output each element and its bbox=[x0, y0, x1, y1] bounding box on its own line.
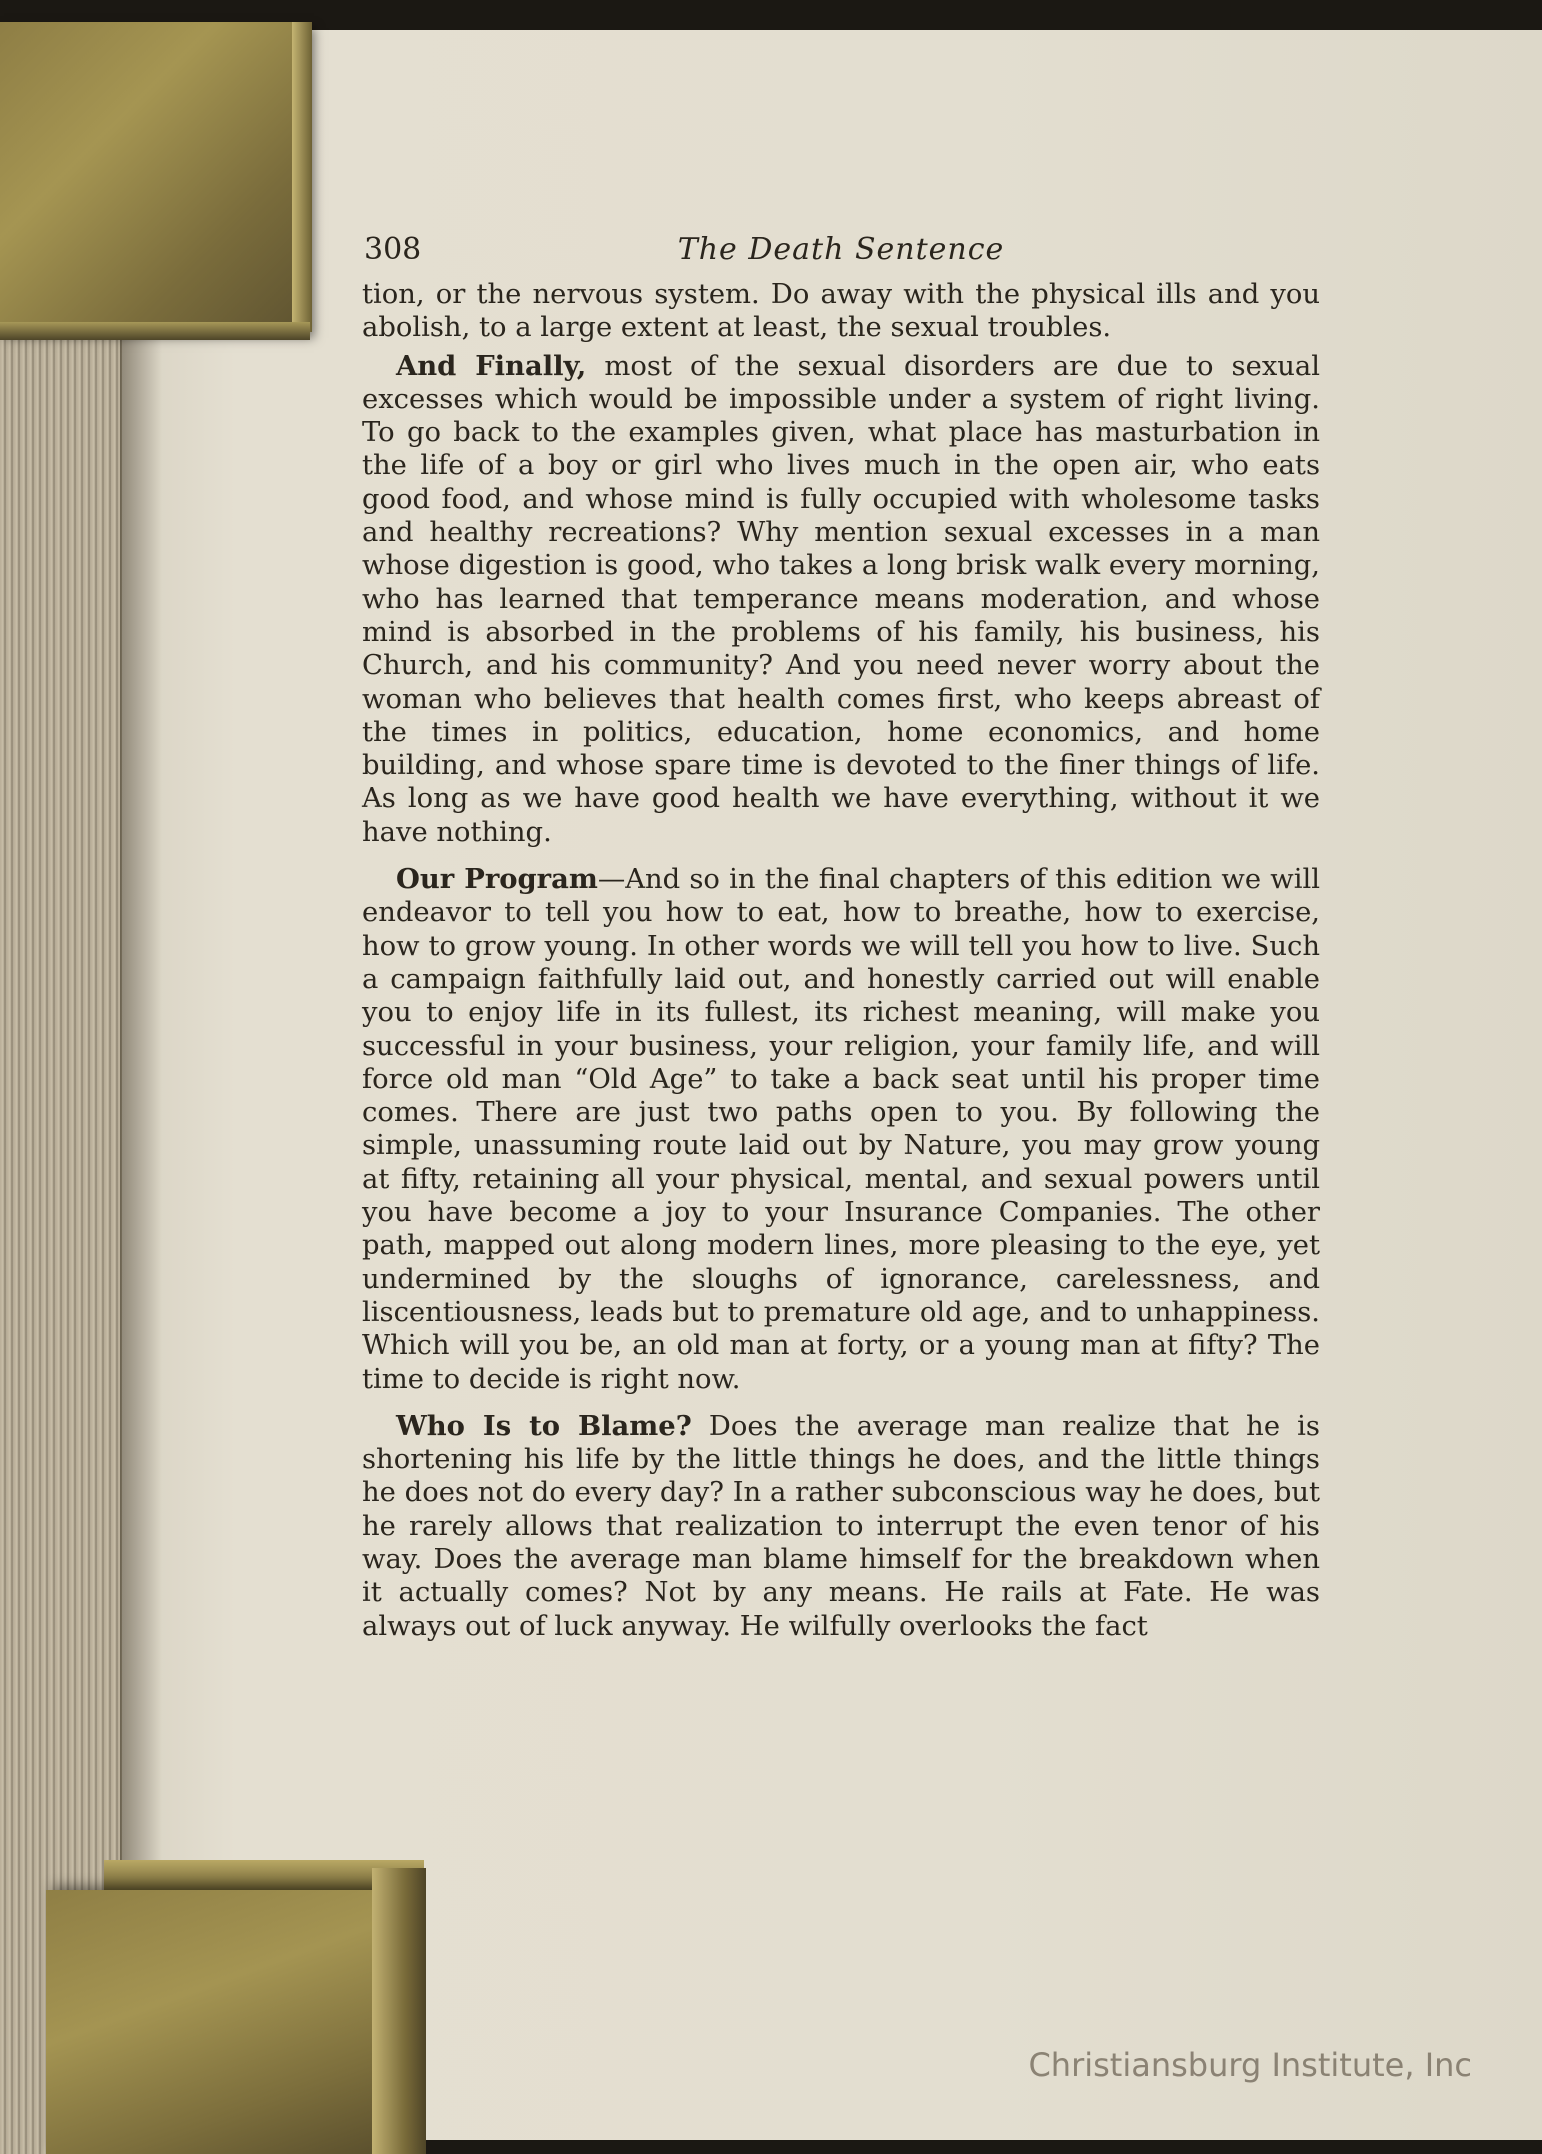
top-gold-clip bbox=[0, 22, 310, 332]
paragraph-text: —And so in the final chapters of this edition we will endeavor to tell you how to eat, how to breathe, how to exercise, how to grow young. In other words we will tell you how to live. Such a campaign faithfully laid out, and honestly carried out will enable you to enjoy life in its fullest, its richest meaning, will make you successful in your business, your religion, your family life, and will force old man “Old Age” to take a back seat until his proper time comes. There are just two paths open to you. By following the simple, unassuming route laid out by Nature, you may grow young at fifty, retaining all your physical, mental, and sexual powers until you have become a joy to your Insurance Companies. The other path, mapped out along modern lines, more pleasing to the eye, yet undermined by the sloughs of ignorance, carelessness, and liscentiousness, leads but to premature old age, and to unhappiness. Which will you be, an old man at forty, or a young man at fifty? The time to decide is right now. bbox=[362, 864, 1320, 1395]
top-gold-clip-edge bbox=[292, 22, 312, 332]
page-gutter-shadow bbox=[122, 30, 162, 2140]
paragraph-lead: And Finally, bbox=[396, 349, 587, 382]
paragraph-text: tion, or the nervous system. Do away with the physical ills and you abolish, to a large extent at least, the sexual troubles. bbox=[362, 279, 1320, 344]
running-title: The Death Sentence bbox=[677, 232, 1005, 267]
watermark-text: Christiansburg Institute, Inc bbox=[1028, 2046, 1472, 2084]
running-head bbox=[362, 226, 1320, 276]
top-gold-clip-lip bbox=[0, 322, 310, 340]
paragraph-and-finally bbox=[362, 350, 1320, 849]
paragraph-lead: Who Is to Blame? bbox=[396, 1409, 692, 1442]
bottom-gold-clip-edge bbox=[372, 1868, 426, 2154]
paragraph-continuation bbox=[362, 278, 1320, 345]
paragraph-our-program bbox=[362, 863, 1320, 1396]
paragraph-text: most of the sexual disorders are due to sexual excesses which would be impossible under a system of right living. To go back to the examples given, what place has masturbation in the life of a boy or girl who lives much in the open air, who eats good food, and whose mind is fully occupied with wholesome tasks and healthy recreations? Why mention sexual excesses in a man whose digestion is good, who takes a long brisk walk every morning, who has learned that temperance means moderation, and whose mind is absorbed in the problems of his family, his business, his Church, and his community? And you need never worry about the woman who believes that health comes first, who keeps abreast of the times in politics, education, home economics, and home building, and whose spare time is devoted to the finer things of life. As long as we have good health we have everything, without it we have nothing. bbox=[362, 350, 1321, 848]
page-number: 308 bbox=[364, 232, 422, 267]
bottom-gold-clip bbox=[46, 1890, 386, 2154]
paragraph-who-is-to-blame bbox=[362, 1410, 1320, 1643]
paragraph-text: Does the average man realize that he is shortening his life by the little things he does, and the little things he does not do every day? In a rather subconscious way he does, but he rarely allows that realization to interrupt the even tenor of his way. Does the average man blame himself for the breakdown when it actually comes? Not by any means. He rails at Fate. He was always out of luck anyway. He wilfully overlooks the fact bbox=[362, 1410, 1320, 1642]
paragraph-lead: Our Program bbox=[396, 863, 598, 896]
page-text-block bbox=[362, 226, 1320, 1643]
